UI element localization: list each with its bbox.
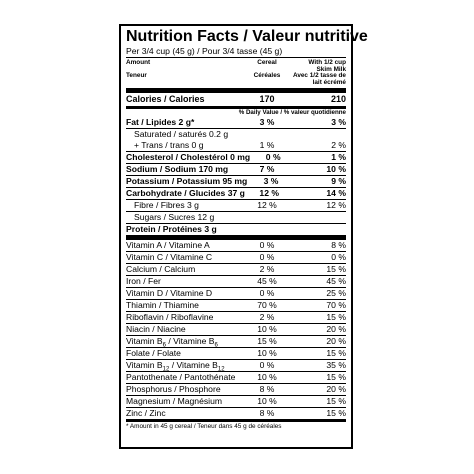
nutrition-facts-label [119,24,368,449]
vitamin-cereal-value: 8 % [259,384,275,394]
nutrient-name [126,129,242,151]
nutrient-row [126,211,346,223]
vitamin-cereal-value: 10 % [257,324,277,334]
vitamin-row [126,299,346,311]
vitamin-milk-value: 15 % [326,396,346,406]
nutrient-name [126,117,242,128]
vitamin-name-part: / Vitamine B [165,336,215,346]
nutrient-milk-value: 14 % [326,188,346,198]
vitamin-cereal-value: 0 % [259,252,275,262]
nutrient-name [126,164,242,175]
vitamin-name: Iron / Fer [126,276,161,286]
nutrient-cereal-value: 3 % [263,176,279,186]
nutrient-row [126,163,346,175]
vitamin-name: Pantothenate / Pantothénate [126,372,236,382]
daily-value-header [126,106,346,117]
nutrient-name-line: Cholesterol / Cholestérol 0 mg [126,152,251,162]
vitamin-cereal-value: 10 % [257,372,277,382]
vitamin-list [126,240,346,419]
vitamin-name: Vitamin D / Vitamine D [126,288,213,298]
vitamin-milk-value: 15 % [326,372,346,382]
vitamin-milk-value: 8 % [331,240,346,250]
vitamin-cereal-value: 15 % [257,336,277,346]
nutrient-milk-value: 9 % [331,176,346,186]
vitamin-cereal-value: 10 % [257,396,277,406]
vitamin-cereal-value: 8 % [259,408,275,418]
vitamin-milk-value: 20 % [326,384,346,394]
nutrient-cereal-value: 0 % [265,152,281,162]
subscript: 12 [162,366,170,373]
vitamin-cereal-value: 45 % [257,276,277,286]
nutrient-list [126,117,346,235]
nutrient-name-line: Protein / Protéines 3 g [126,224,217,234]
vitamin-milk-value: 0 % [331,252,346,262]
teneur-header: Teneur [126,72,147,79]
subscript: 12 [217,366,225,373]
vitamin-row [126,311,346,323]
vitamin-cereal-value: 70 % [257,300,277,310]
vitamin-cereal-value: 2 % [259,312,275,322]
nutrient-cereal-value: 12 % [259,188,280,198]
vitamin-milk-value: 35 % [326,360,346,370]
vitamin-name-part: Vitamin B [126,336,163,346]
vitamin-name: Zinc / Zinc [126,408,166,418]
nutrient-name-line: Sodium / Sodium 170 mg [126,164,229,174]
nutrient-name-line: Fat / Lipides 2 g* [126,117,195,127]
vitamin-milk-value: 20 % [326,336,346,346]
nutrient-name-line: Potassium / Potassium 95 mg [126,176,248,186]
vitamin-row [126,287,346,299]
nutrient-milk-value: 2 % [331,140,346,150]
vitamin-name [126,360,242,371]
calories-milk: 210 [330,94,346,104]
vitamin-milk-value: 45 % [326,276,346,286]
vitamin-row [126,263,346,275]
nutrient-row [126,223,346,235]
calories-label: Calories / Calories [126,94,205,104]
nutrient-name-line: Fibre / Fibres 3 g [134,200,199,210]
nutrient-row [126,175,346,187]
nutrient-row [126,199,346,211]
nutrient-milk-value: 1 % [331,152,346,162]
nutrient-name-line: + Trans / trans 0 g [134,140,204,150]
vitamin-row [126,335,346,347]
vitamin-cereal-value: 0 % [259,288,275,298]
vitamin-name: Calcium / Calcium [126,264,196,274]
nutrient-name [126,224,242,235]
vitamin-cereal-value: 2 % [259,264,275,274]
vitamin-cereal-value: 0 % [259,240,275,250]
daily-value-label: % Daily Value / % valeur quotidienne [238,109,346,116]
nutrient-row [126,187,346,199]
vitamin-milk-value: 15 % [326,264,346,274]
vitamin-name: Thiamin / Thiamine [126,300,199,310]
vitamin-name: Magnesium / Magnésium [126,396,223,406]
vitamin-name-part: / Vitamine B [169,360,218,370]
label-title: Nutrition Facts / Valeur nutritive [126,28,368,45]
avec-lait-header: Avec 1/2 tasse de lait écrémé [292,72,346,86]
vitamin-name: Niacin / Niacine [126,324,186,334]
nutrient-name-line: Sugars / Sucres 12 g [134,212,215,222]
amount-header: Amount [126,59,151,66]
nutrient-cereal-value: 1 % [259,140,275,150]
nutrient-name [126,176,247,187]
vitamin-milk-value: 70 % [326,300,346,310]
nutrient-cereal-value: 3 % [259,117,275,127]
vitamin-row [126,395,346,407]
vitamin-row [126,275,346,287]
vitamin-row [126,240,346,251]
nutrient-cereal-value: 7 % [259,164,275,174]
nutrient-row [126,128,346,151]
calories-cereal: 170 [259,94,275,104]
serving-size: Per 3/4 cup (45 g) / Pour 3/4 tasse (45 g) [126,46,283,56]
vitamin-milk-value: 15 % [326,312,346,322]
vitamin-milk-value: 20 % [326,324,346,334]
vitamin-name-part: Vitamin B [126,360,163,370]
nutrient-milk-value: 3 % [331,117,346,127]
vitamin-milk-value: 15 % [326,408,346,418]
nutrient-name-line: Carbohydrate / Glucides 37 g [126,188,245,198]
nutrient-milk-value: 12 % [326,200,346,210]
footnote: * Amount in 45 g cereal / Teneur dans 45 g de céréales [126,419,346,431]
subscript: 6 [162,342,166,349]
nutrient-milk-value: 10 % [326,164,346,174]
nutrient-row [126,151,346,163]
vitamin-row [126,251,346,263]
column-header [126,57,346,73]
cereal-header: Cereal [257,59,277,66]
nutrient-name [126,188,245,199]
vitamin-name: Phosphorus / Phosphore [126,384,221,394]
vitamin-row [126,323,346,335]
vitamin-name: Riboflavin / Riboflavine [126,312,214,322]
nutrient-name [126,200,242,211]
vitamin-cereal-value: 0 % [259,360,275,370]
vitamin-name: Vitamin A / Vitamine A [126,240,210,250]
vitamin-milk-value: 25 % [326,288,346,298]
vitamin-row [126,347,346,359]
vitamin-row [126,371,346,383]
vitamin-row [126,383,346,395]
nutrient-name [126,212,242,223]
cereales-header: Céréales [253,72,281,79]
nutrient-cereal-value: 12 % [257,200,277,210]
vitamin-milk-value: 15 % [326,348,346,358]
nutrient-name [126,152,250,163]
vitamin-name [126,336,242,347]
vitamin-name: Vitamin C / Vitamine C [126,252,213,262]
column-header-fr [126,72,346,86]
subscript: 6 [214,342,218,349]
nutrient-name-line: Saturated / saturés 0.2 g [134,129,229,139]
with-milk-header: With 1/2 cup Skim Milk [308,59,346,73]
vitamin-name: Folate / Folate [126,348,181,358]
calories-row [126,93,346,106]
vitamin-cereal-value: 10 % [257,348,277,358]
vitamin-row [126,407,346,419]
vitamin-row [126,359,346,371]
nutrient-row [126,117,346,128]
